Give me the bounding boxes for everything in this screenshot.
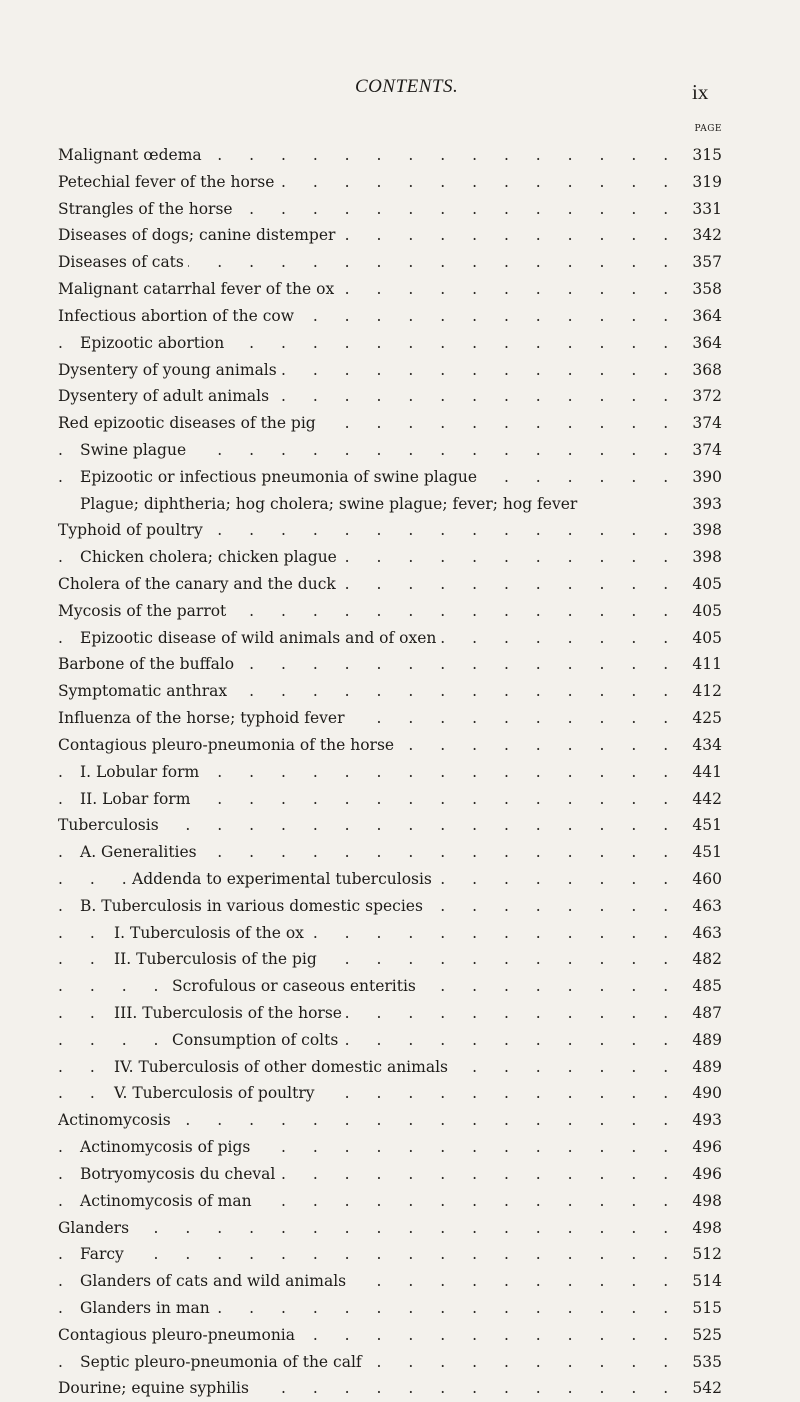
toc-entry (58, 625, 722, 652)
toc-entry-title: Plague; diphtheria; hog cholera; swine plague; fever; hog fever (80, 491, 581, 518)
toc-entry-title: V. Tuberculosis of poultry (114, 1080, 319, 1107)
toc-entry-title: Typhoid of poultry (58, 517, 207, 544)
toc-entry (58, 651, 722, 678)
toc-entry-page: 405 (682, 598, 722, 625)
running-header (0, 76, 800, 106)
toc-entry-title: B. Tuberculosis in various domestic species (80, 893, 427, 920)
toc-entry-title: Glanders of cats and wild animals (80, 1268, 350, 1295)
toc-entry-page: 463 (682, 920, 722, 947)
toc-entry-title: Epizootic disease of wild animals and of oxen (80, 625, 440, 652)
toc-entry-page: 496 (682, 1134, 722, 1161)
toc-entry (58, 437, 722, 464)
toc-entry-title: Consumption of colts (172, 1027, 342, 1054)
toc-entry-title: Botryomycosis du cheval (80, 1161, 279, 1188)
toc-entry-title: Glanders in man (80, 1295, 214, 1322)
toc-entry-title: Glanders (58, 1215, 133, 1242)
toc-entry (58, 1375, 722, 1402)
toc-entry-page: 357 (682, 249, 722, 276)
toc-entry-title: Contagious pleuro-pneumonia of the horse (58, 732, 398, 759)
toc-entry-page: 498 (682, 1188, 722, 1215)
toc-entry-title: Farcy (80, 1241, 128, 1268)
toc-entry-title: Infectious abortion of the cow (58, 303, 298, 330)
toc-entry (58, 1188, 722, 1215)
toc-entry-page: 493 (682, 1107, 722, 1134)
toc-entry-page: 368 (682, 357, 722, 384)
toc-entry (58, 1295, 722, 1322)
toc-entry (58, 1134, 722, 1161)
toc-entry (58, 1107, 722, 1134)
toc-entry-page: 390 (682, 464, 722, 491)
toc-entry-title: Cholera of the canary and the duck (58, 571, 340, 598)
toc-entry (58, 1027, 722, 1054)
toc-entry-page: 512 (682, 1241, 722, 1268)
page-title: CONTENTS. (355, 76, 459, 97)
toc-entry-page: 463 (682, 893, 722, 920)
toc-entry-title: Dourine; equine syphilis (58, 1375, 253, 1402)
toc-entry-page: 442 (682, 786, 722, 813)
toc-entry-title: Influenza of the horse; typhoid fever (58, 705, 349, 732)
toc-entry-title: Strangles of the horse (58, 196, 237, 223)
toc-entry-title: I. Tuberculosis of the ox (114, 920, 308, 947)
toc-entry-title: Epizootic or infectious pneumonia of swine plague (80, 464, 481, 491)
dot-leader (58, 1215, 680, 1242)
toc-entry-title: I. Lobular form (80, 759, 203, 786)
toc-entry (58, 920, 722, 947)
toc-entry-title: Symptomatic anthrax (58, 678, 231, 705)
toc-entry-title: Actinomycosis of man (80, 1188, 256, 1215)
toc-entry-page: 374 (682, 410, 722, 437)
toc-entry (58, 222, 722, 249)
toc-entry-page: 496 (682, 1161, 722, 1188)
toc-entry-title: IV. Tuberculosis of other domestic animals (114, 1054, 452, 1081)
toc-entry (58, 1241, 722, 1268)
toc-entry-title: Malignant œdema (58, 142, 206, 169)
toc-entry (58, 973, 722, 1000)
toc-entry-title: Scrofulous or caseous enteritis (172, 973, 420, 1000)
toc-entry-page: 319 (682, 169, 722, 196)
toc-entry (58, 571, 722, 598)
toc-entry-page: 489 (682, 1054, 722, 1081)
toc-entry (58, 678, 722, 705)
toc-entry (58, 1215, 722, 1242)
toc-entry (58, 1268, 722, 1295)
toc-entry-title: II. Lobar form (80, 786, 194, 813)
toc-entry-title: Tuberculosis (58, 812, 163, 839)
dot-leader (58, 1027, 680, 1054)
toc-entry-page: 398 (682, 517, 722, 544)
toc-entry (58, 866, 722, 893)
toc-entry-title: Addenda to experimental tuberculosis (132, 866, 436, 893)
toc-entry (58, 812, 722, 839)
toc-entry-title: Dysentery of young animals (58, 357, 281, 384)
toc-entry (58, 946, 722, 973)
toc-entry-title: Actinomycosis (58, 1107, 175, 1134)
toc-entry (58, 786, 722, 813)
toc-entry-title: II. Tuberculosis of the pig (114, 946, 321, 973)
toc-entry (58, 383, 722, 410)
toc-entry-page: 542 (682, 1375, 722, 1402)
toc-entry (58, 303, 722, 330)
toc-entry-page: 405 (682, 571, 722, 598)
toc-entry (58, 1054, 722, 1081)
dot-leader (58, 1241, 680, 1268)
toc-entry (58, 357, 722, 384)
toc-entry-title: Dysentery of adult animals (58, 383, 273, 410)
toc-entry-title: Contagious pleuro-pneumonia (58, 1322, 299, 1349)
toc-entry (58, 517, 722, 544)
toc-entry-title: Epizootic abortion (80, 330, 228, 357)
toc-entry (58, 839, 722, 866)
toc-entry (58, 893, 722, 920)
toc-entry-title: Diseases of cats (58, 249, 188, 276)
toc-entry (58, 196, 722, 223)
toc-entry-page: 434 (682, 732, 722, 759)
toc-entry (58, 410, 722, 437)
toc-entry (58, 705, 722, 732)
toc-entry-page: 425 (682, 705, 722, 732)
toc-entry-page: 358 (682, 276, 722, 303)
toc-entry-page: 412 (682, 678, 722, 705)
toc-entry-title: Actinomycosis of pigs (80, 1134, 254, 1161)
toc-entry-page: 393 (682, 491, 722, 518)
toc-entry (58, 1161, 722, 1188)
toc-entry-title: Diseases of dogs; canine distemper (58, 222, 339, 249)
toc-entry-page: 514 (682, 1268, 722, 1295)
toc-entry-title: Red epizootic diseases of the pig (58, 410, 320, 437)
toc-entry-page: 331 (682, 196, 722, 223)
page-column-label: PAGE (694, 124, 722, 134)
toc-entry-title: Chicken cholera; chicken plague (80, 544, 341, 571)
toc-entry-page: 490 (682, 1080, 722, 1107)
toc-entry (58, 598, 722, 625)
toc-entry (58, 464, 722, 491)
toc-entry (58, 1349, 722, 1376)
toc-entry (58, 1322, 722, 1349)
toc-entry (58, 169, 722, 196)
page-number: ix (692, 80, 709, 104)
toc-entry-title: Barbone of the buffalo (58, 651, 238, 678)
toc-entry (58, 1080, 722, 1107)
toc-entry-title: A. Generalities (80, 839, 201, 866)
toc-entry-page: 364 (682, 303, 722, 330)
toc-entry-page: 411 (682, 651, 722, 678)
toc-entry (58, 759, 722, 786)
toc-entry-page: 485 (682, 973, 722, 1000)
toc-entry-title: III. Tuberculosis of the horse (114, 1000, 346, 1027)
toc-entry-page: 451 (682, 812, 722, 839)
toc-entry-title: Malignant catarrhal fever of the ox (58, 276, 338, 303)
toc-entry (58, 249, 722, 276)
toc-entry (58, 1000, 722, 1027)
toc-entry-page: 535 (682, 1349, 722, 1376)
toc-entry (58, 330, 722, 357)
toc-entry-page: 315 (682, 142, 722, 169)
toc-entry-page: 482 (682, 946, 722, 973)
toc-entry-page: 515 (682, 1295, 722, 1322)
toc-entry (58, 491, 722, 518)
toc-entry-page: 374 (682, 437, 722, 464)
toc-entry-page: 364 (682, 330, 722, 357)
toc-entry-page: 498 (682, 1215, 722, 1242)
toc-entry-page: 460 (682, 866, 722, 893)
toc-entry-page: 398 (682, 544, 722, 571)
toc-entry (58, 276, 722, 303)
toc-entry-page: 525 (682, 1322, 722, 1349)
toc-entry-page: 372 (682, 383, 722, 410)
toc-entry-title: Petechial fever of the horse (58, 169, 278, 196)
table-of-contents (58, 142, 722, 1402)
toc-entry-title: Mycosis of the parrot (58, 598, 230, 625)
toc-entry-title: Septic pleuro-pneumonia of the calf (80, 1349, 366, 1376)
toc-entry-page: 342 (682, 222, 722, 249)
toc-entry (58, 544, 722, 571)
toc-entry-page: 451 (682, 839, 722, 866)
toc-entry-title: Swine plague (80, 437, 190, 464)
toc-entry (58, 142, 722, 169)
toc-entry-page: 487 (682, 1000, 722, 1027)
toc-entry (58, 732, 722, 759)
toc-entry-page: 405 (682, 625, 722, 652)
toc-entry-page: 441 (682, 759, 722, 786)
toc-entry-page: 489 (682, 1027, 722, 1054)
